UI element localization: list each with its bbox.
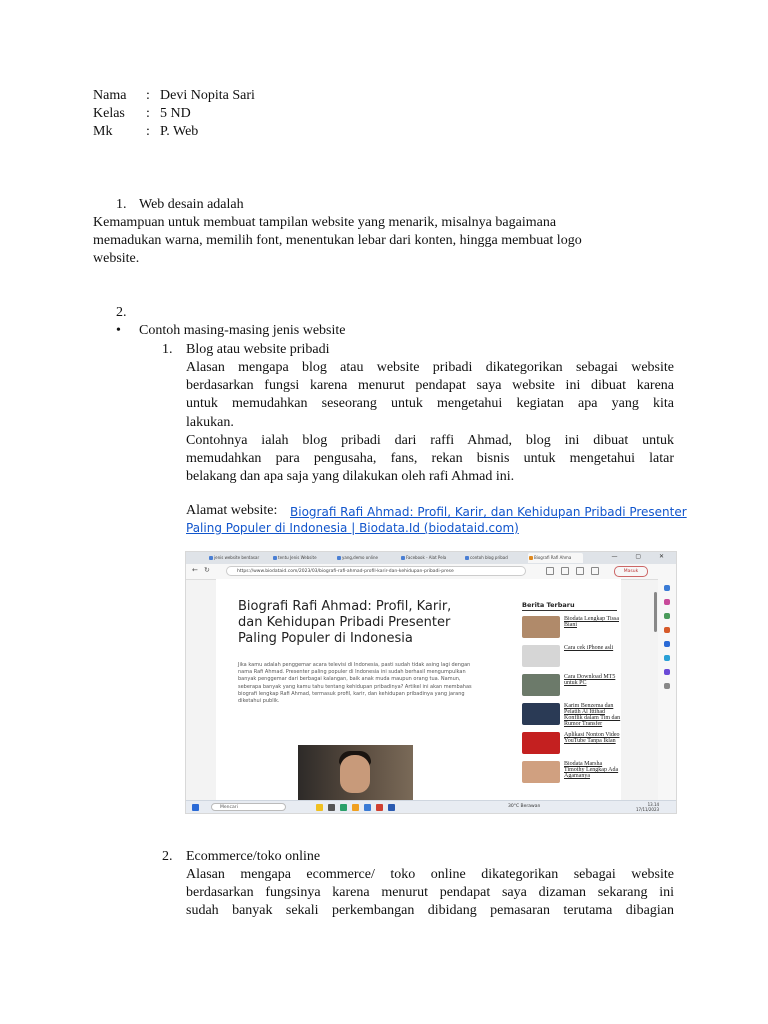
tab-favicon-icon <box>465 556 469 560</box>
news-link[interactable]: Karim Benzema dan Pelatih Al Ittihad Konflik dalam Tim dan Rumor Transfer <box>564 703 621 727</box>
edge-sidebar <box>658 579 676 800</box>
url-field[interactable]: https://www.biodataid.com/2023/03/biografi-rafi-ahmad-profil-karir-dan-kehidupan-pribadi-prese <box>226 566 526 576</box>
section1-line: memadukan warna, memilih font, menentukan lebar dari konten, hingga membuat logo <box>93 233 582 248</box>
news-thumbnail <box>522 761 560 783</box>
search-icon[interactable] <box>664 585 670 591</box>
embedded-screenshot <box>185 551 677 814</box>
news-thumbnail <box>522 616 560 638</box>
office-icon[interactable] <box>664 641 670 647</box>
back-icon[interactable]: ← <box>192 566 198 574</box>
item2-title: Ecommerce/toko online <box>186 849 321 864</box>
browser-tab[interactable]: yang,demo online <box>336 553 391 563</box>
clock-time: 13.14 <box>647 802 660 807</box>
add-icon[interactable] <box>664 683 670 689</box>
news-link[interactable]: Cara Download MT5 untuk PC <box>564 674 616 686</box>
games-icon[interactable] <box>664 627 670 633</box>
label-kelas: Kelas <box>93 106 125 121</box>
article-body: Jika kamu adalah penggemar acara televisi di Indonesia, pasti sudah tidak asing lagi dengan nama Rafi Ahmad. Presenter paling populer di Indonesia ini sudah berhasil mengumpulkan banyak penggemar dari berbagai kalangan, baik anak muda maupun orang tua. Namun, seberapa banyak yang kamu tahu tentang kehidupan pribadinya? Artikel ini akan membahas biografi lengkap Rafi Ahmad, termasuk profil, karir, dan kehidupan pribadinya yang jarang diketahui publik. <box>238 662 472 705</box>
taskview-icon[interactable] <box>328 804 335 811</box>
news-item[interactable] <box>522 703 622 729</box>
website-link-cont[interactable]: Paling Populer di Indonesia | Biodata.Id (biodataid.com) <box>186 521 519 535</box>
favorites-icon[interactable] <box>561 567 569 575</box>
section1-line: Kemampuan untuk membuat tampilan website yang menarik, misalnya bagaimana <box>93 215 557 230</box>
colon-nama: : <box>146 88 150 103</box>
value-nama: Devi Nopita Sari <box>160 88 255 103</box>
browser-tab-active[interactable]: Biografi Rafi Ahma <box>528 553 583 563</box>
news-link[interactable]: Biodata Marsha Timothy Lengkap Ada Agamanya <box>564 761 619 779</box>
item1-para1-line: Alasan mengapa blog atau website pribadi dikategorikan sebagai website <box>186 360 674 375</box>
news-thumbnail <box>522 674 560 696</box>
signin-button[interactable]: Masuk <box>614 566 648 577</box>
tab-favicon-icon <box>209 556 213 560</box>
item2-para-line: Alasan mengapa ecommerce/ toko online dikategorikan sebagai website <box>186 867 674 882</box>
section1-line: website. <box>93 251 140 266</box>
section2-bullet-text: Contoh masing-masing jenis website <box>139 323 346 338</box>
bullet-icon: • <box>116 323 121 338</box>
edge-icon[interactable] <box>340 804 347 811</box>
item1-para2-line: memudahkan para pengusaha, fans, rekan bisnis untuk mengetahui latar <box>186 451 674 466</box>
windows-taskbar <box>186 800 676 814</box>
news-item[interactable] <box>522 761 622 787</box>
news-thumbnail <box>522 703 560 725</box>
news-link[interactable]: Cara cek iPhone asli <box>564 645 614 651</box>
explorer-icon[interactable] <box>352 804 359 811</box>
browser-tab-bar <box>186 552 676 564</box>
reload-icon[interactable]: ↻ <box>204 566 210 574</box>
section1-heading: Web desain adalah <box>139 197 244 212</box>
webpage-content <box>216 579 621 800</box>
extensions-icon[interactable] <box>576 567 584 575</box>
outlook-icon[interactable] <box>664 655 670 661</box>
article-photo <box>298 745 413 800</box>
news-item[interactable] <box>522 674 622 700</box>
browser-tab[interactable]: tentu Jenis Website <box>272 553 327 563</box>
value-mk: P. Web <box>160 124 199 139</box>
item2-number: 2. <box>162 849 173 864</box>
address-label: Alamat website: <box>186 503 278 518</box>
item1-para1-line: untuk memudahkan seseorang untuk mengetahui kegiatan apa yang kita <box>186 396 674 411</box>
colon-mk: : <box>146 124 150 139</box>
colon-kelas: : <box>146 106 150 121</box>
section1-number: 1. <box>116 197 127 212</box>
item1-para1-line: berdasarkan fungsi karena menurut pendapat saya website ini dibuat karena <box>186 378 674 393</box>
item1-para1-last: lakukan. <box>186 415 234 430</box>
collections-icon[interactable] <box>591 567 599 575</box>
news-thumbnail <box>522 645 560 667</box>
browser-tab[interactable]: jenis website berdasar <box>208 553 263 563</box>
item2-para-line: sudah banyak sekali perkembangan dibidang pemasaran terutama dibagian <box>186 903 674 918</box>
widget-icon[interactable] <box>316 804 323 811</box>
reader-icon[interactable] <box>546 567 554 575</box>
start-icon[interactable] <box>192 804 199 811</box>
browser-tab[interactable]: contoh blog pribad <box>464 553 519 563</box>
news-item[interactable] <box>522 732 622 758</box>
shopping-icon[interactable] <box>664 599 670 605</box>
clock <box>636 802 659 812</box>
window-controls[interactable]: — ▢ ✕ <box>611 553 672 560</box>
weather-readout: 30°C Berawan <box>508 804 541 809</box>
tools-icon[interactable] <box>664 613 670 619</box>
tab-favicon-icon <box>401 556 405 560</box>
label-mk: Mk <box>93 124 113 139</box>
tab-favicon-icon <box>273 556 277 560</box>
word-icon[interactable] <box>388 804 395 811</box>
clock-date: 17/11/2023 <box>636 807 660 812</box>
website-link[interactable]: Biografi Rafi Ahmad: Profil, Karir, dan Kehidupan Pribadi Presenter <box>290 505 687 519</box>
section2-number: 2. <box>116 305 127 320</box>
sidebar-title: Berita Terbaru <box>522 601 575 609</box>
address-bar <box>186 564 676 580</box>
news-link[interactable]: Biodata Lengkap Tissa Biani <box>564 616 619 628</box>
item1-title: Blog atau website pribadi <box>186 342 330 357</box>
news-link[interactable]: Aplikasi Nonton Video YouTube Tanpa Iklan <box>564 732 620 744</box>
item1-para2-last: belakang dan apa saja yang dilakukan oleh rafi Ahmad ini. <box>186 469 515 484</box>
photo-face <box>340 755 370 793</box>
taskbar-search[interactable]: Mencari <box>211 803 286 811</box>
tab-favicon-icon <box>529 556 533 560</box>
value-kelas: 5 ND <box>160 106 191 121</box>
browser-tab[interactable]: Facebook - Alat Pela <box>400 553 455 563</box>
item2-para-line: berdasarkan fungsinya karena menurut pendapat saya dizaman sekarang ini <box>186 885 674 900</box>
page-scrollbar[interactable] <box>654 592 657 632</box>
item1-number: 1. <box>162 342 173 357</box>
news-item[interactable] <box>522 616 622 642</box>
teams-icon[interactable] <box>664 669 670 675</box>
news-item[interactable] <box>522 645 622 671</box>
store-icon[interactable] <box>364 804 371 811</box>
app-icon[interactable] <box>376 804 383 811</box>
news-thumbnail <box>522 732 560 754</box>
item1-para2-line: Contohnya ialah blog pribadi dari raffi Ahmad, blog ini dibuat untuk <box>186 433 674 448</box>
label-nama: Nama <box>93 88 127 103</box>
tab-favicon-icon <box>337 556 341 560</box>
sidebar-divider <box>522 610 617 611</box>
article-title: Biografi Rafi Ahmad: Profil, Karir, dan Kehidupan Pribadi Presenter Paling Populer di Indonesia <box>238 599 452 646</box>
